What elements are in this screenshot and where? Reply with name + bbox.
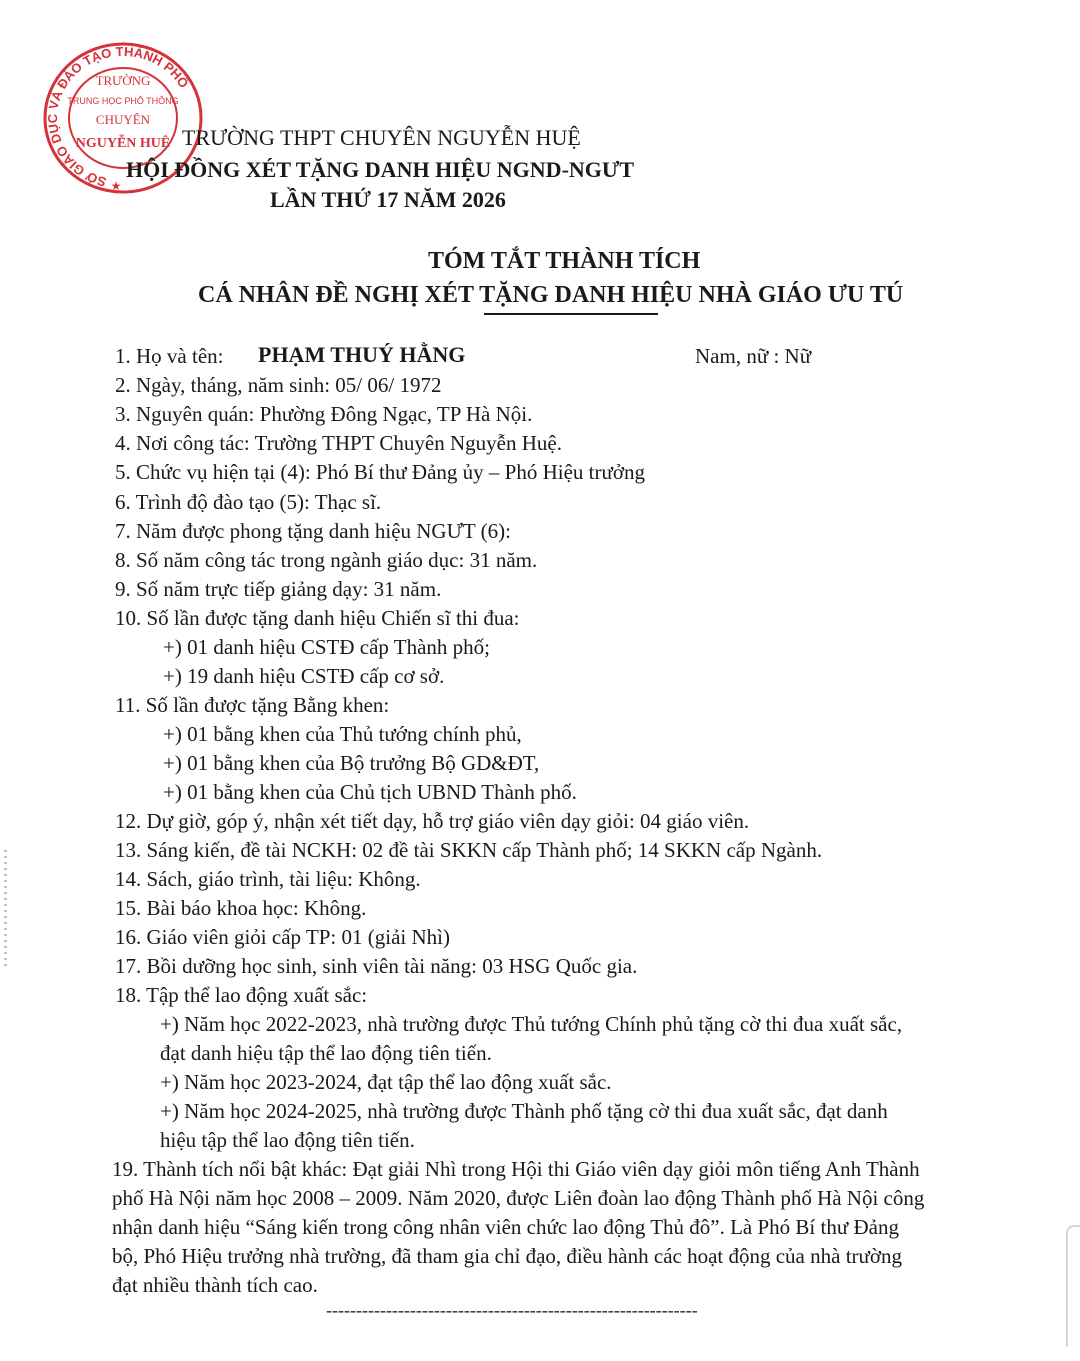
- item-13: 13. Sáng kiến, đề tài NCKH: 02 đề tài SKKN cấp Thành phố; 14 SKKN cấp Ngành.: [115, 838, 823, 862]
- item-4: 4. Nơi công tác: Trường THPT Chuyên Nguyễn Huệ.: [115, 431, 562, 455]
- seal-line-4: NGUYỄN HUỆ: [75, 136, 171, 151]
- seal-line-3: CHUYÊN: [95, 112, 151, 127]
- item-1-label: 1. Họ và tên:: [115, 344, 224, 368]
- item-18-a-line1: +) Năm học 2022-2023, nhà trường được Thủ tướng Chính phủ tặng cờ thi đua xuất sắc,: [160, 1012, 903, 1036]
- item-19-line2: phố Hà Nội năm học 2008 – 2009. Năm 2020, được Liên đoàn lao động Thành phố Hà Nội công: [112, 1186, 925, 1210]
- item-15: 15. Bài báo khoa học: Không.: [115, 896, 367, 920]
- session-label: LẦN THỨ 17 NĂM 2026: [270, 187, 506, 212]
- seal-line-1: TRƯỜNG: [95, 73, 151, 88]
- item-11-c: +) 01 bằng khen của Chủ tịch UBND Thành phố.: [163, 780, 577, 804]
- item-6: 6. Trình độ đào tạo (5): Thạc sĩ.: [115, 490, 382, 514]
- school-name: TRƯỜNG THPT CHUYÊN NGUYỄN HUỆ: [182, 125, 581, 150]
- item-11-b: +) 01 bằng khen của Bộ trưởng Bộ GD&ĐT,: [163, 751, 540, 775]
- item-10: 10. Số lần được tặng danh hiệu Chiến sĩ thi đua:: [115, 606, 520, 630]
- item-18-c-line2: hiệu tập thể lao động tiên tiến.: [160, 1128, 415, 1152]
- item-10-b: +) 19 danh hiệu CSTĐ cấp cơ sở.: [163, 664, 445, 688]
- item-18-c-line1: +) Năm học 2024-2025, nhà trường được Thành phố tặng cờ thi đua xuất sắc, đạt danh: [160, 1099, 888, 1123]
- item-18-b: +) Năm học 2023-2024, đạt tập thể lao động xuất sắc.: [160, 1070, 612, 1094]
- item-5: 5. Chức vụ hiện tại (4): Phó Bí thư Đảng ủy – Phó Hiệu trưởng: [115, 460, 645, 484]
- document-title: TÓM TẮT THÀNH TÍCH: [428, 248, 701, 274]
- item-9: 9. Số năm trực tiếp giảng dạy: 31 năm.: [115, 577, 442, 601]
- footer-rule: --------------------------------------------------------------: [326, 1300, 698, 1320]
- item-18: 18. Tập thể lao động xuất sắc:: [115, 983, 368, 1007]
- item-19-line4: bộ, Phó Hiệu trưởng nhà trường, đã tham gia chỉ đạo, điều hành các hoạt động của nhà trường: [112, 1244, 903, 1268]
- seal-line-2: TRUNG HỌC PHỔ THÔNG: [67, 96, 179, 106]
- item-10-a: +) 01 danh hiệu CSTĐ cấp Thành phố;: [163, 635, 490, 659]
- item-12: 12. Dự giờ, góp ý, nhận xét tiết dạy, hỗ trợ giáo viên dạy giỏi: 04 giáo viên.: [115, 809, 750, 833]
- item-11-a: +) 01 bằng khen của Thủ tướng chính phủ,: [163, 722, 522, 746]
- item-19-line5: đạt nhiều thành tích cao.: [112, 1273, 318, 1297]
- item-8: 8. Số năm công tác trong ngành giáo dục: 31 năm.: [115, 548, 538, 572]
- scan-edge-mark: [4, 850, 7, 970]
- item-11: 11. Số lần được tặng Bằng khen:: [115, 693, 390, 717]
- item-18-a-line2: đạt danh hiệu tập thể lao động tiên tiến.: [160, 1041, 492, 1065]
- item-14: 14. Sách, giáo trình, tài liệu: Không.: [115, 867, 421, 891]
- title-underline: [484, 313, 658, 315]
- item-7: 7. Năm được phong tặng danh hiệu NGƯT (6):: [115, 519, 511, 543]
- item-2: 2. Ngày, tháng, năm sinh: 05/ 06/ 1972: [115, 373, 442, 397]
- document-subtitle: CÁ NHÂN ĐỀ NGHỊ XÉT TẶNG DANH HIỆU NHÀ GIÁO ƯU TÚ: [198, 282, 904, 308]
- item-16: 16. Giáo viên giỏi cấp TP: 01 (giải Nhì): [115, 925, 450, 949]
- item-17: 17. Bồi dưỡng học sinh, sinh viên tài năng: 03 HSG Quốc gia.: [115, 954, 638, 978]
- item-1-name: PHẠM THUÝ HẰNG: [258, 342, 466, 367]
- item-19-line1: 19. Thành tích nổi bật khác: Đạt giải Nhì trong Hội thi Giáo viên dạy giỏi môn tiếng Anh Thành: [112, 1157, 920, 1181]
- item-3: 3. Nguyên quán: Phường Đông Ngạc, TP Hà Nội.: [115, 402, 533, 426]
- seal-star-icon: ★: [110, 179, 122, 193]
- scan-corner-mark: [1066, 1225, 1080, 1347]
- item-19-line3: nhận danh hiệu “Sáng kiến trong công nhân viên chức lao động Thủ đô”. Là Phó Bí thư Đảng: [112, 1215, 899, 1239]
- seal-ring-text: SỞ GIÁO DỤC VÀ ĐÀO TẠO THÀNH PHỐ: [45, 43, 192, 190]
- council-name: HỘI ĐỒNG XÉT TẶNG DANH HIỆU NGND-NGƯT: [126, 157, 635, 182]
- item-1-gender: Nam, nữ : Nữ: [695, 344, 812, 368]
